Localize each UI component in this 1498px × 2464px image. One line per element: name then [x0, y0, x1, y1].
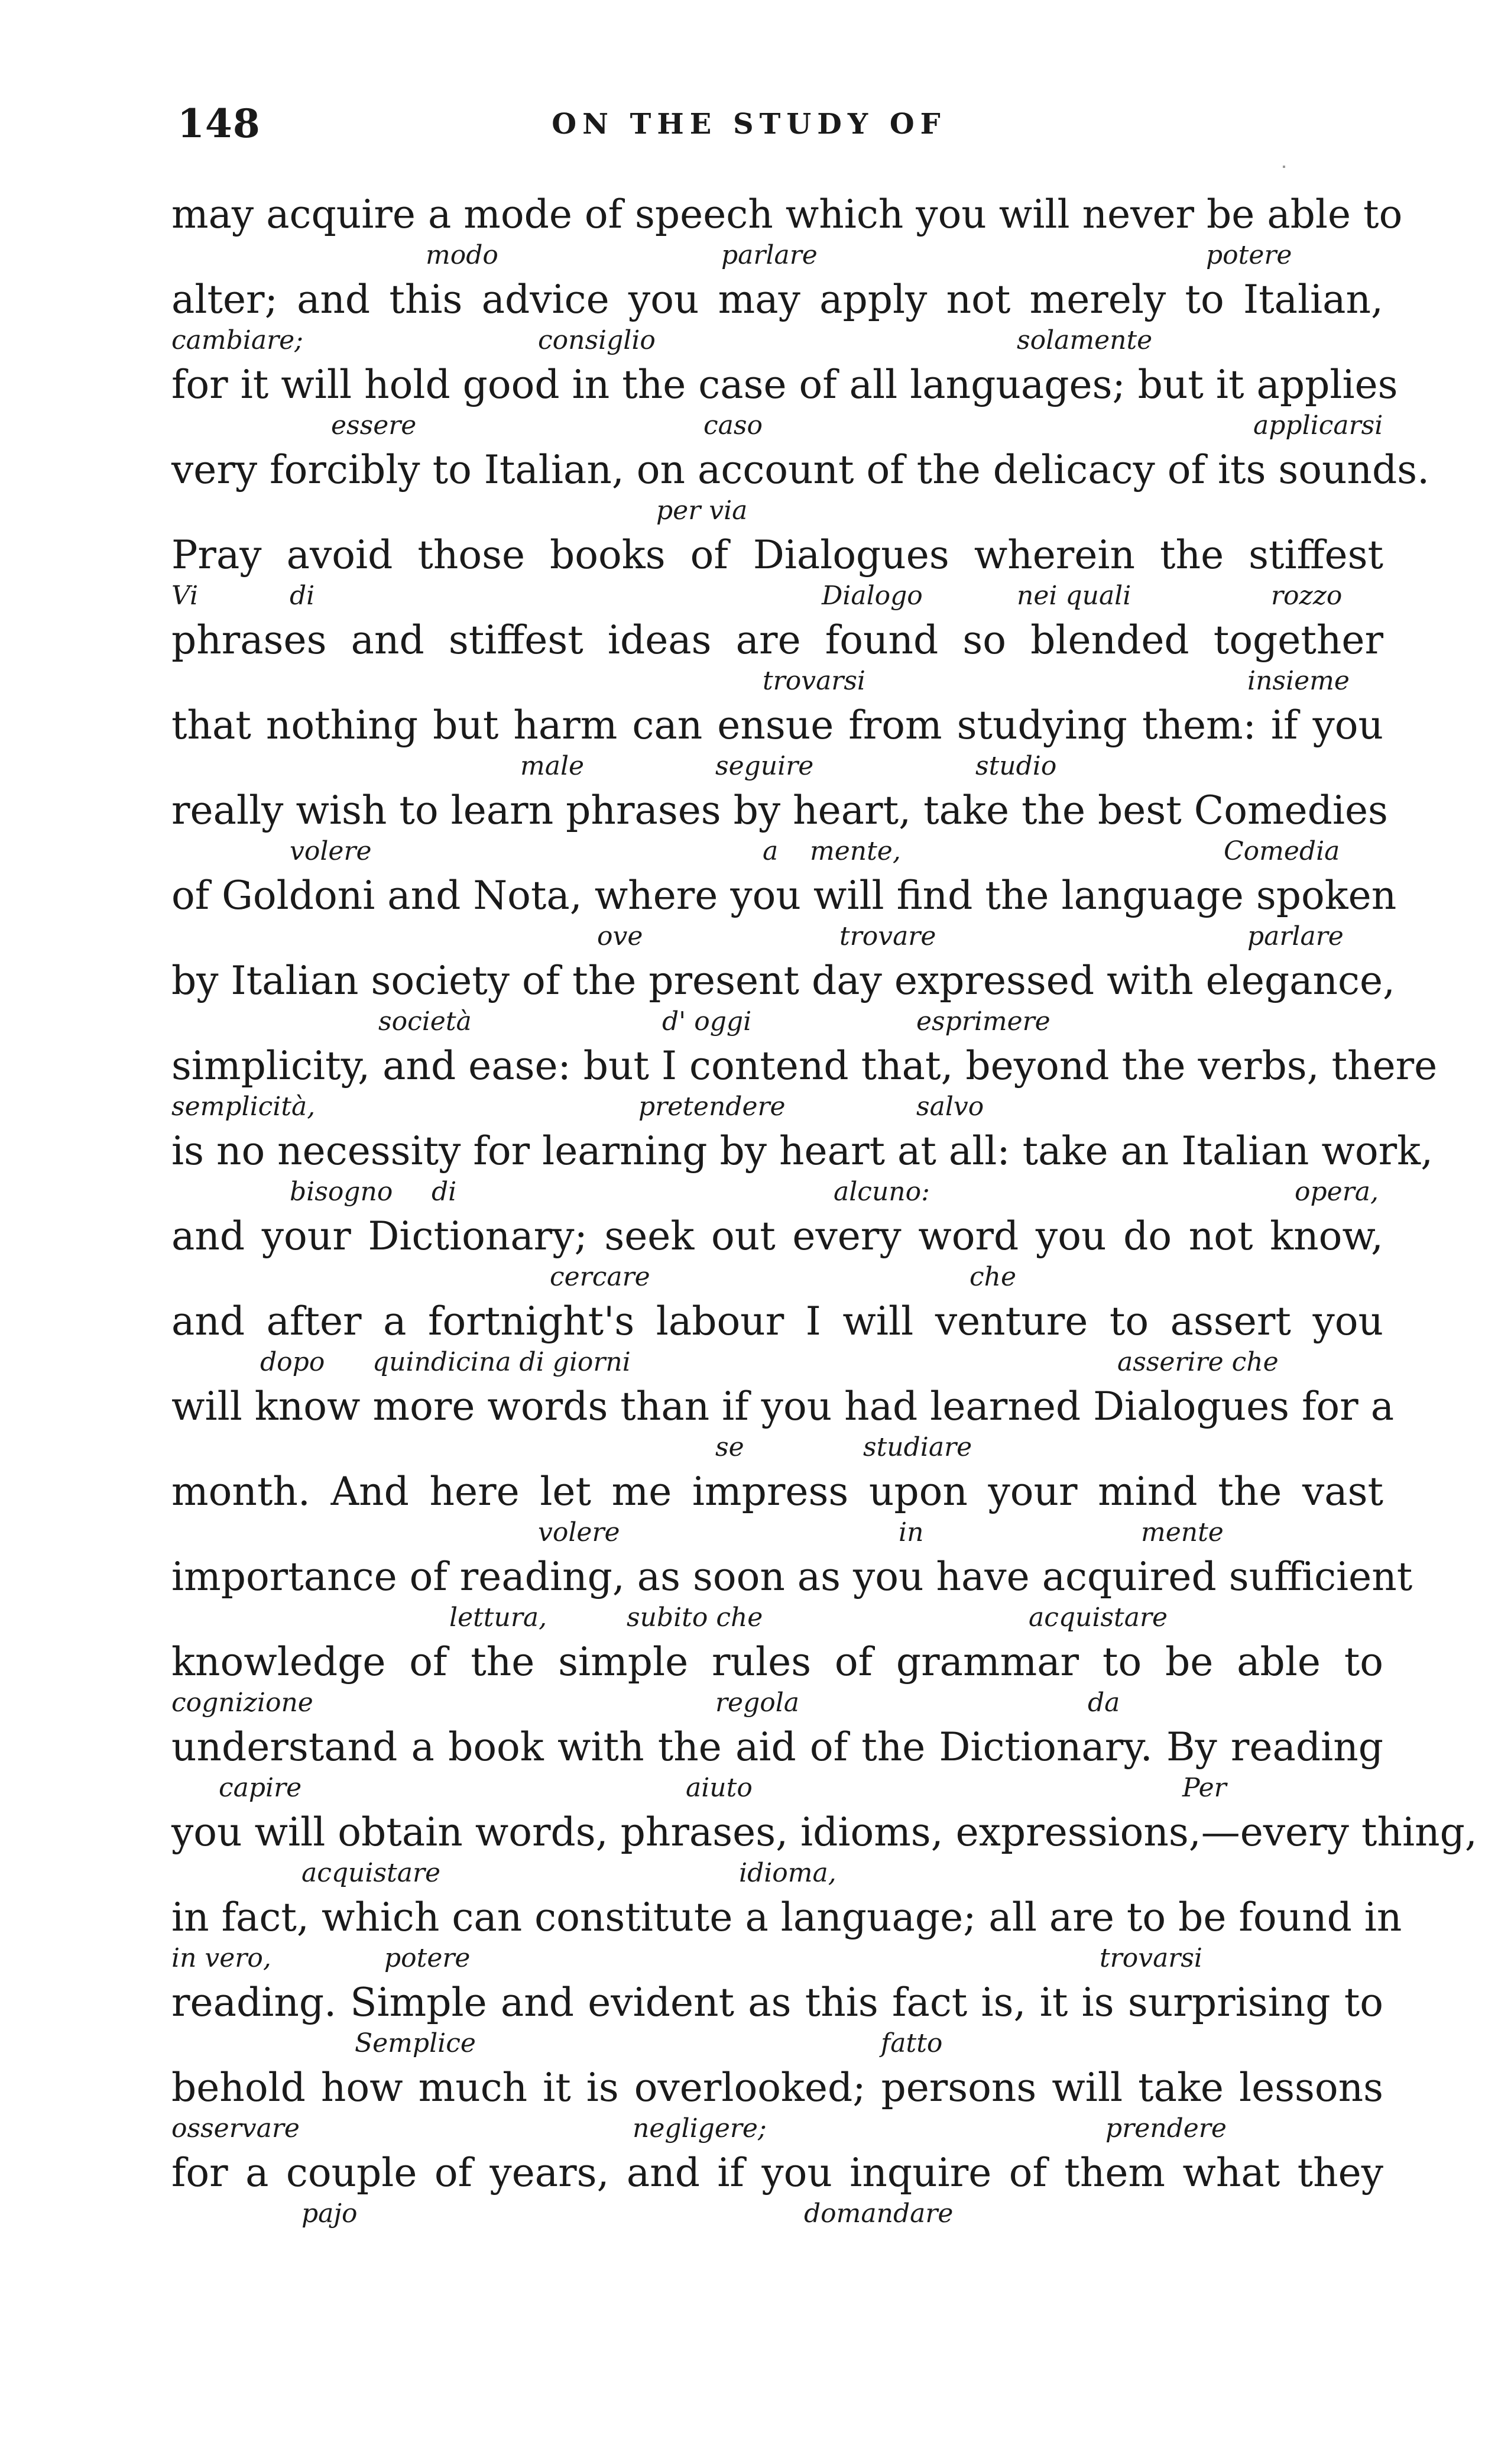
- gloss-word: male: [520, 751, 585, 781]
- gloss-word: trovare: [839, 921, 936, 951]
- gloss-row: [171, 2199, 1383, 2229]
- gloss-word: società: [378, 1006, 472, 1037]
- gloss-word: nei quali: [1017, 581, 1131, 611]
- line-text: importance of reading, as soon as you have acquired sufficient: [171, 1554, 1413, 1600]
- gloss-word: in vero,: [171, 1943, 271, 1973]
- text-line: [171, 1637, 1383, 1722]
- gloss-word: rozzo: [1271, 581, 1343, 611]
- text-line: [171, 1977, 1383, 2062]
- gloss-word: fatto: [881, 2028, 943, 2058]
- gloss-word: volere: [538, 1517, 620, 1547]
- text-line: [171, 2148, 1383, 2233]
- gloss-word: di: [432, 1177, 457, 1207]
- gloss-word: in: [899, 1517, 924, 1547]
- gloss-row: [171, 751, 1383, 782]
- gloss-word: acquistare: [1029, 1602, 1168, 1633]
- gloss-word: pajo: [301, 2199, 358, 2229]
- gloss-word: parlare: [1247, 921, 1344, 951]
- gloss-word: Comedia: [1224, 836, 1340, 866]
- text-line: [171, 870, 1397, 956]
- page-header: [0, 101, 1498, 154]
- gloss-word: da: [1088, 1688, 1120, 1718]
- gloss-word: cambiare;: [171, 325, 303, 355]
- line-text: you will obtain words, phrases, idioms, expressions,—every thing,: [171, 1809, 1477, 1855]
- gloss-row: [171, 410, 1383, 441]
- text-line: [171, 2062, 1383, 2148]
- line-text: may acquire a mode of speech which you will never be able to: [171, 192, 1403, 237]
- speck: [1283, 166, 1285, 168]
- gloss-word: parlare: [721, 240, 818, 270]
- gloss-word: opera,: [1295, 1177, 1379, 1207]
- gloss-row: [171, 240, 1383, 271]
- gloss-word: aiuto: [686, 1773, 753, 1803]
- gloss-word: alcuno:: [834, 1177, 930, 1207]
- gloss-word: subito che: [627, 1602, 763, 1633]
- gloss-row: [171, 1602, 1383, 1633]
- line-text: that nothing but harm can ensue from studying them: if you: [171, 702, 1383, 748]
- gloss-row: [171, 1773, 1383, 1804]
- gloss-word: Dialogo: [822, 581, 923, 611]
- text-line: [171, 1211, 1383, 1296]
- line-text: for it will hold good in the case of all languages; but it applies: [171, 362, 1398, 407]
- gloss-word: applicarsi: [1253, 410, 1383, 441]
- gloss-word: cognizione: [171, 1688, 313, 1718]
- gloss-word: salvo: [916, 1092, 984, 1122]
- text-line: [171, 1466, 1383, 1552]
- gloss-word: studiare: [863, 1432, 972, 1462]
- line-text: understand a book with the aid of the Dictionary. By reading: [171, 1724, 1383, 1770]
- gloss-word: cercare: [550, 1262, 650, 1292]
- line-text: reading. Simple and evident as this fact is, it is surprising to: [171, 1980, 1383, 2025]
- line-text: for a couple of years, and if you inquire of them what they: [171, 2150, 1383, 2196]
- gloss-word: Semplice: [355, 2028, 476, 2058]
- gloss-row: [171, 496, 1383, 526]
- text-line: [171, 785, 1388, 870]
- gloss-word: Vi: [171, 581, 199, 611]
- gloss-word: solamente: [1017, 325, 1153, 355]
- gloss-word: volere: [290, 836, 372, 866]
- text-line: [171, 189, 1403, 274]
- line-text: and your Dictionary; seek out every word you do not know,: [171, 1213, 1383, 1259]
- gloss-word: negligere;: [633, 2113, 767, 2144]
- line-text: alter; and this advice you may apply not merely to Italian,: [171, 277, 1383, 322]
- text-line: [171, 1892, 1402, 1977]
- gloss-word: lettura,: [449, 1602, 547, 1633]
- gloss-word: asserire che: [1117, 1347, 1279, 1377]
- gloss-word: regola: [715, 1688, 800, 1718]
- gloss-row: [171, 1177, 1383, 1207]
- gloss-word: consiglio: [538, 325, 656, 355]
- gloss-row: [171, 666, 1383, 697]
- line-text: really wish to learn phrases by heart, take the best Comedies: [171, 788, 1388, 833]
- line-text: by Italian society of the present day expressed with elegance,: [171, 958, 1396, 1003]
- text-line: [171, 1296, 1383, 1381]
- text-line: [171, 360, 1398, 445]
- running-head: ON THE STUDY OF: [552, 108, 946, 141]
- gloss-row: [171, 1347, 1383, 1378]
- gloss-word: essere: [331, 410, 417, 441]
- page-number: 148: [177, 101, 261, 147]
- gloss-word: dopo: [260, 1347, 325, 1377]
- gloss-word: pretendere: [638, 1092, 786, 1122]
- gloss-row: [171, 1688, 1383, 1718]
- gloss-row: [171, 1006, 1383, 1037]
- text-line: [171, 1807, 1477, 1892]
- gloss-word: modo: [426, 240, 498, 270]
- text-line: [171, 956, 1396, 1041]
- line-text: phrases and stiffest ideas are found so blended together: [171, 617, 1383, 663]
- gloss-word: se: [715, 1432, 744, 1462]
- gloss-row: [171, 1092, 1383, 1122]
- gloss-word: mente: [1141, 1517, 1224, 1547]
- text-line: [171, 445, 1430, 530]
- gloss-word: d' oggi: [662, 1006, 752, 1037]
- gloss-row: [171, 581, 1383, 611]
- gloss-word: Per: [1182, 1773, 1227, 1803]
- gloss-word: trovarsi: [1100, 1943, 1202, 1973]
- gloss-word: che: [970, 1262, 1017, 1292]
- gloss-word: potere: [384, 1943, 471, 1973]
- line-text: behold how much it is overlooked; persons will take lessons: [171, 2065, 1383, 2110]
- gloss-row: [171, 921, 1383, 952]
- gloss-word: bisogno: [290, 1177, 393, 1207]
- gloss-word: acquistare: [301, 1858, 441, 1888]
- text-line: [171, 1041, 1438, 1126]
- line-text: of Goldoni and Nota, where you will find the language spoken: [171, 873, 1397, 918]
- gloss-word: potere: [1206, 240, 1292, 270]
- line-text: month. And here let me impress upon your mind the vast: [171, 1469, 1383, 1514]
- text-line: [171, 700, 1383, 785]
- gloss-row: [171, 2113, 1383, 2144]
- gloss-word: trovarsi: [763, 666, 865, 696]
- gloss-word: idioma,: [739, 1858, 836, 1888]
- text-line: [171, 1126, 1434, 1211]
- gloss-row: [171, 2028, 1383, 2059]
- gloss-word: insieme: [1247, 666, 1350, 696]
- line-text: and after a fortnight's labour I will venture to assert you: [171, 1299, 1383, 1344]
- gloss-word: capire: [219, 1773, 302, 1803]
- gloss-row: [171, 325, 1383, 356]
- gloss-word: prendere: [1105, 2113, 1227, 2144]
- text-line: [171, 530, 1383, 615]
- gloss-row: [171, 1432, 1383, 1463]
- text-line: [171, 1381, 1395, 1466]
- gloss-row: [171, 1858, 1383, 1889]
- gloss-word: studio: [975, 751, 1057, 781]
- line-text: Pray avoid those books of Dialogues wherein the stiffest: [171, 532, 1383, 578]
- line-text: simplicity, and ease: but I contend that, beyond the verbs, there: [171, 1043, 1438, 1089]
- gloss-word: esprimere: [916, 1006, 1050, 1037]
- text-line: [171, 1722, 1383, 1807]
- gloss-row: [171, 1943, 1383, 1974]
- gloss-row: [171, 1262, 1383, 1293]
- line-text: will know more words than if you had learned Dialogues for a: [171, 1384, 1395, 1429]
- gloss-word: di: [290, 581, 315, 611]
- gloss-word: domandare: [804, 2199, 954, 2229]
- text-line: [171, 615, 1383, 700]
- gloss-row: [171, 836, 1383, 867]
- text-line: [171, 1552, 1413, 1637]
- line-text: is no necessity for learning by heart at all: take an Italian work,: [171, 1128, 1434, 1174]
- gloss-word: caso: [703, 410, 763, 441]
- gloss-word: ove: [597, 921, 643, 951]
- gloss-word: seguire: [715, 751, 814, 781]
- text-line: [171, 274, 1383, 360]
- gloss-word: per via: [656, 496, 748, 526]
- gloss-word: osservare: [171, 2113, 300, 2144]
- body-text: [171, 189, 1477, 2233]
- gloss-word: mente,: [810, 836, 901, 866]
- gloss-row: [171, 1517, 1383, 1548]
- gloss-word: semplicità,: [171, 1092, 316, 1122]
- line-text: very forcibly to Italian, on account of the delicacy of its sounds.: [171, 447, 1430, 493]
- line-text: knowledge of the simple rules of grammar to be able to: [171, 1639, 1383, 1685]
- gloss-word: a: [763, 836, 779, 866]
- line-text: in fact, which can constitute a language; all are to be found in: [171, 1895, 1402, 1940]
- gloss-word: quindicina di giorni: [372, 1347, 631, 1377]
